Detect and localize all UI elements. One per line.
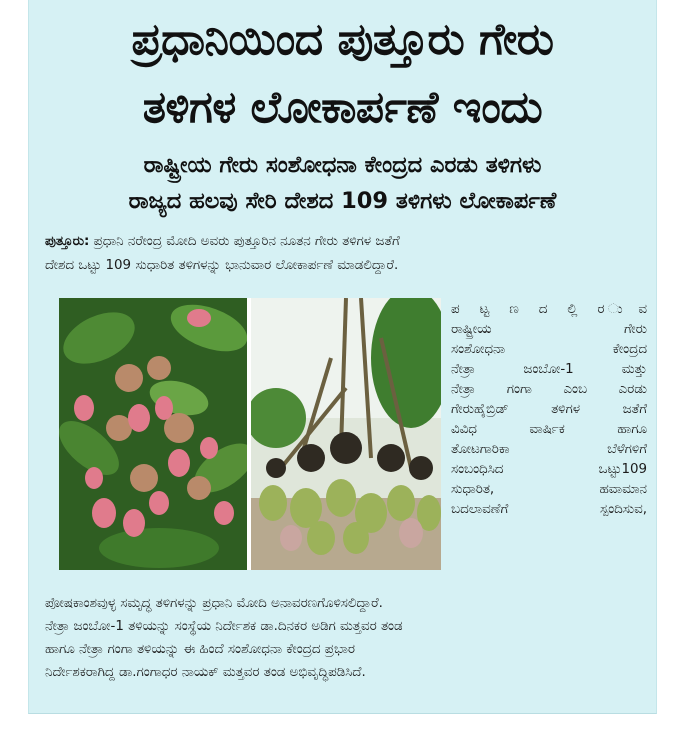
news-clipping (28, 0, 657, 714)
column-line: ರಾಷ್ಟ್ರೀಯ ಗೇರು (451, 322, 647, 337)
dateline: ಪುತ್ತೂರು: (45, 234, 90, 249)
column-line: ಸುಧಾರಿತ, ಹವಾಮಾನ (451, 482, 647, 497)
column-line: ನೇತ್ರಾ ಜಂಬೋ-1 ಮತ್ತು (451, 362, 647, 377)
body-line-3: ಹಾಗೂ ನೇತ್ರಾ ಗಂಗಾ ತಳಿಯನ್ನು ಈ ಹಿಂದೆ ಸಂಶೋಧನಾ ಕೇಂದ್ರದ ಪ್ರಭಾರ (45, 642, 355, 657)
subheadline-line-1: ರಾಷ್ಟ್ರೀಯ ಗೇರು ಸಂಶೋಧನಾ ಕೇಂದ್ರದ ಎರಡು ತಳಿಗಳು (143, 152, 542, 178)
headline-line-2: ತಳಿಗಳ ಲೋಕಾರ್ಪಣೆ ಇಂದು (142, 82, 543, 133)
body-line-2: ನೇತ್ರಾ ಜಂಬೋ-1 ತಳಿಯನ್ನು ಸಂಸ್ಥೆಯ ನಿರ್ದೇಶಕ ಡಾ.ದಿನಕರ ಅಡಿಗ ಮತ್ತವರ ತಂಡ (45, 619, 403, 634)
intro-line-2: ದೇಶದ ಒಟ್ಟು 109 ಸುಧಾರಿತ ತಳಿಗಳನ್ನು ಭಾನುವಾರ ಲೋಕಾರ್ಪಣೆ ಮಾಡಲಿದ್ದಾರೆ. (45, 258, 399, 273)
cashew-fruits-photo (251, 298, 441, 570)
cashew-flowers-image (59, 298, 247, 570)
column-line: ಬದಲಾವಣೆಗೆ ಸ್ಪಂದಿಸುವ, (451, 502, 647, 517)
column-line: ತೋಟಗಾರಿಕಾ ಬೆಳೆಗಳಿಗೆ (451, 442, 647, 457)
cashew-flowers-photo (59, 298, 247, 570)
headline-line-1: ಪ್ರಧಾನಿಯಿಂದ ಪುತ್ತೂರು ಗೇರು (131, 14, 554, 65)
cashew-photo (59, 298, 441, 570)
subheadline-line-2: ರಾಜ್ಯದ ಹಲವು ಸೇರಿ ದೇಶದ 109 ತಳಿಗಳು ಲೋಕಾರ್ಪಣೆ (128, 188, 557, 214)
column-line: ವಿವಿಧ ವಾರ್ಷಿಕ ಹಾಗೂ (451, 422, 647, 437)
column-line: ಗೇರುಹೈಬ್ರಿಡ್ ತಳಿಗಳ ಜತೆಗೆ (451, 402, 647, 417)
column-line: ಪ ಟ್ಟ ಣ ದ ಲ್ಲಿ ರ ುವ (451, 302, 647, 317)
body-line-4: ನಿರ್ದೇಶಕರಾಗಿದ್ದ ಡಾ.ಗಂಗಾಧರ ನಾಯಕ್ ಮತ್ತವರ ತಂಡ ಅಭಿವೃದ್ಧಿಪಡಿಸಿದೆ. (45, 665, 366, 680)
intro-text-1: ಪ್ರಧಾನಿ ನರೇಂದ್ರ ಮೋದಿ ಅವರು ಪುತ್ತೂರಿನ ನೂತನ ಗೇರು ತಳಿಗಳ ಜತೆಗೆ (89, 234, 400, 249)
column-line: ಸಂಬಂಧಿಸಿದ ಒಟ್ಟು109 (451, 462, 647, 477)
cashew-fruits-image (251, 298, 441, 570)
side-column (451, 300, 647, 520)
intro-line-1 (45, 232, 400, 252)
column-line: ಸಂಶೋಧನಾ ಕೇಂದ್ರದ (451, 342, 647, 357)
body-line-1: ಪೋಷಕಾಂಶವುಳ್ಳ ಸಮೃದ್ಧ ತಳಿಗಳನ್ನು ಪ್ರಧಾನಿ ಮೋದಿ ಅನಾವರಣಗೊಳಿಸಲಿದ್ದಾರೆ. (45, 596, 383, 611)
column-line: ನೇತ್ರಾ ಗಂಗಾ ಎಂಬ ಎರಡು (451, 382, 647, 397)
